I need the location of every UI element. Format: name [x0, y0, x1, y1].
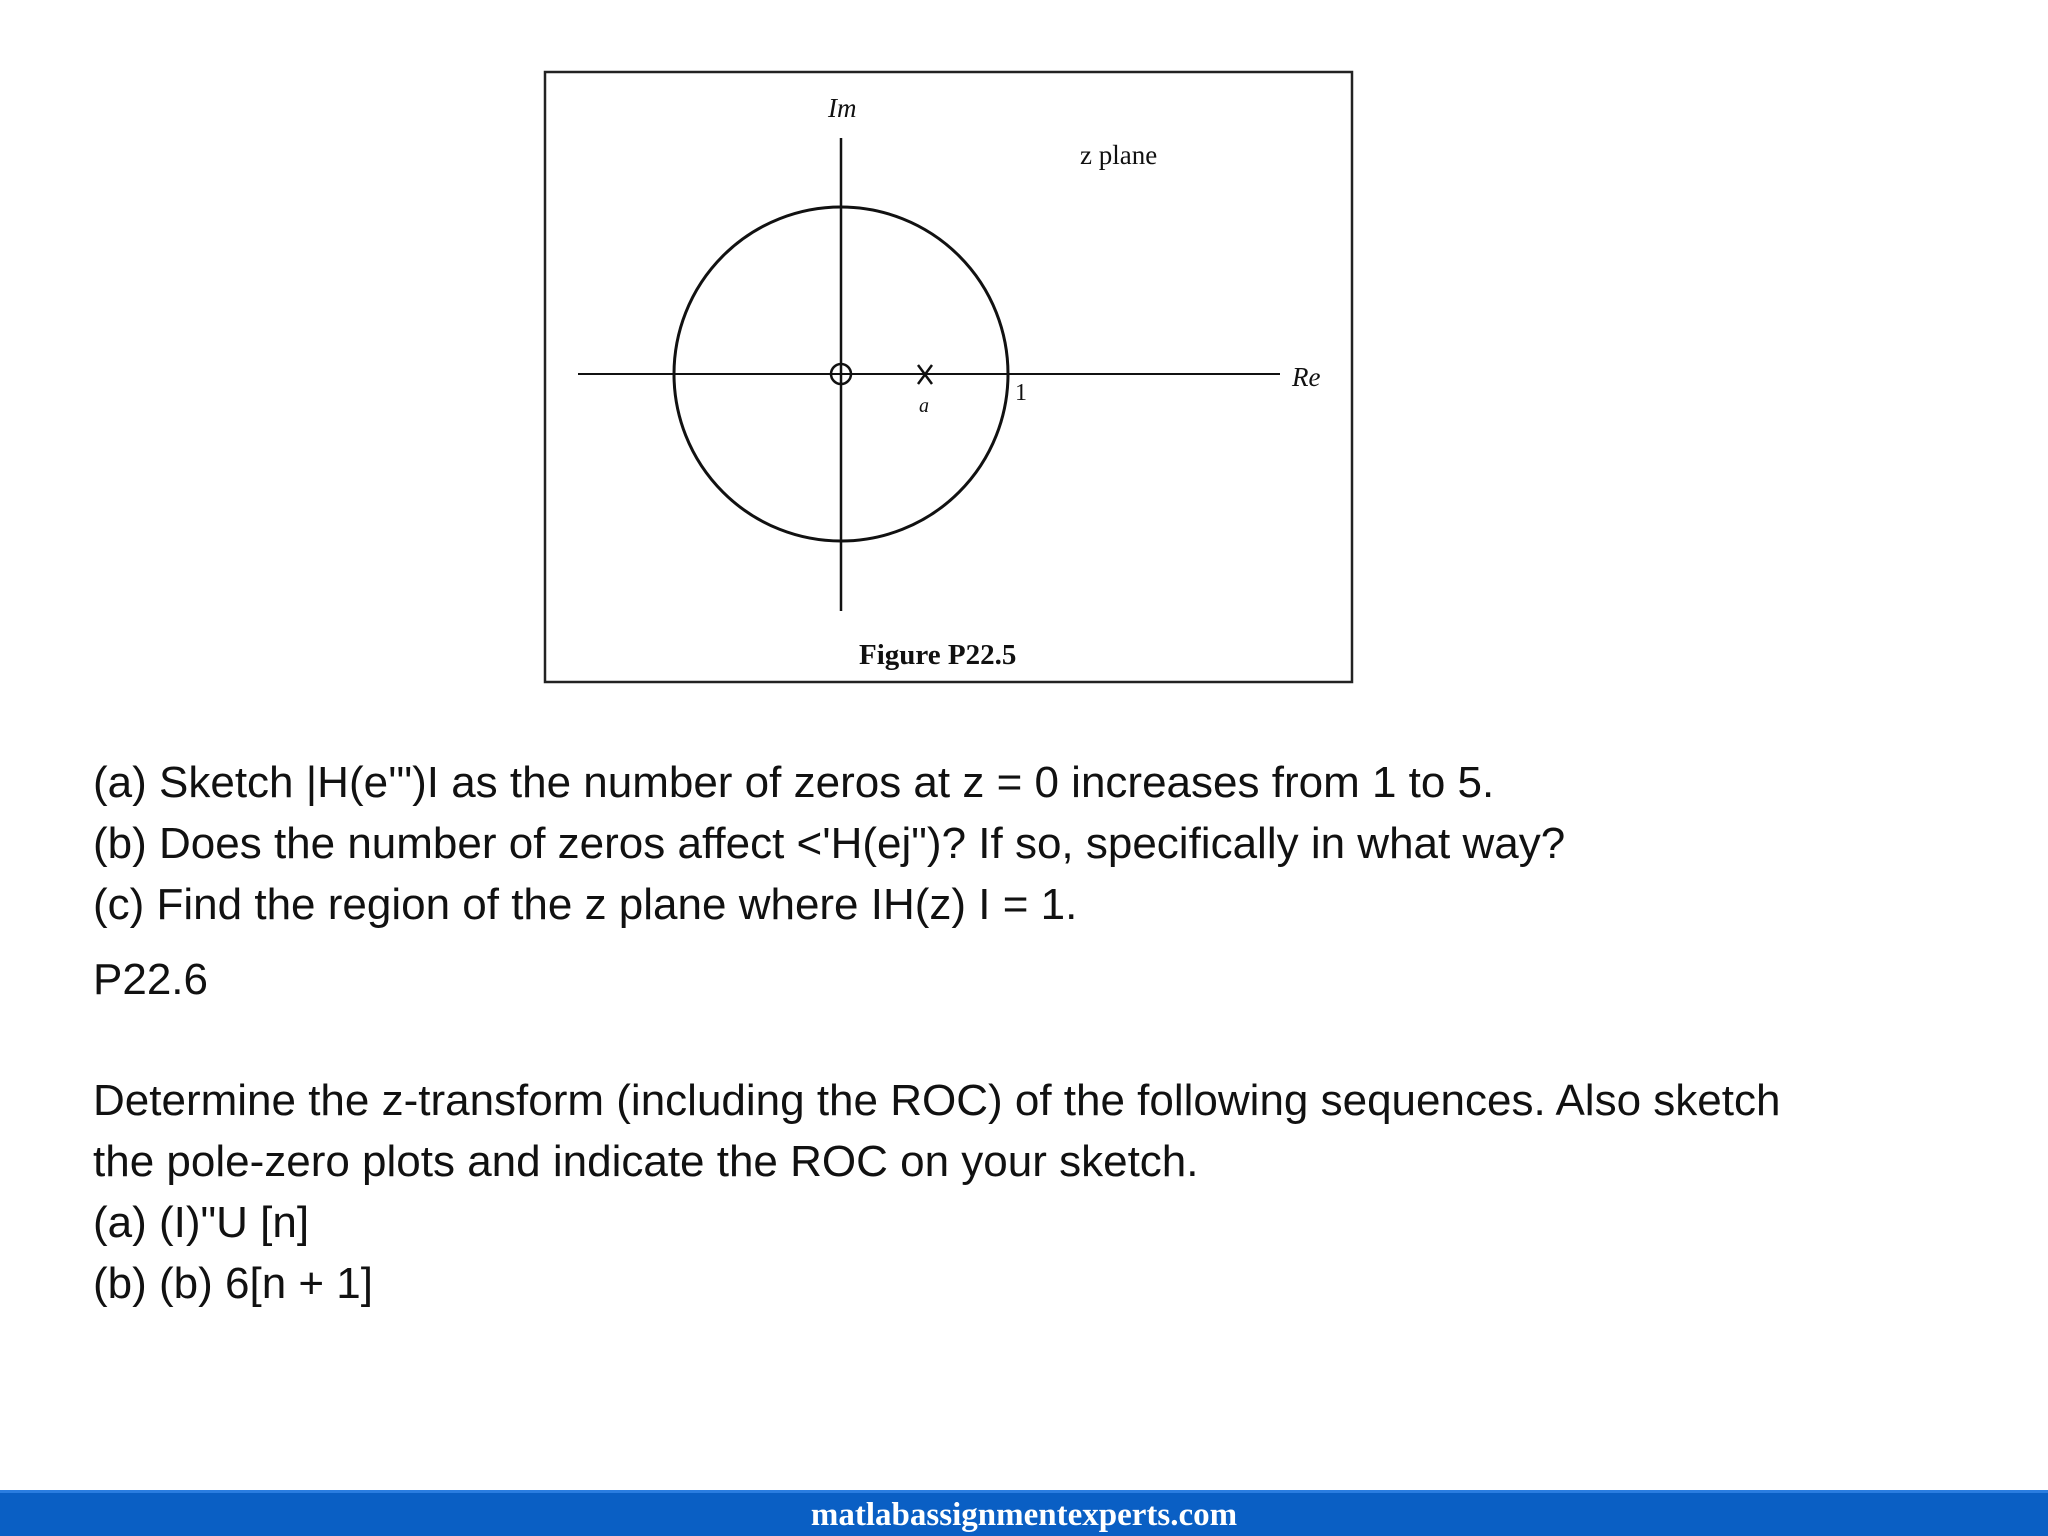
problem-item-b: (b) (b) 6[n + 1] — [93, 1259, 374, 1308]
figure-caption: Figure P22.5 — [859, 639, 1017, 671]
pole-label-a: a — [919, 395, 929, 417]
problem-text — [93, 752, 1993, 1314]
z-plane-diagram — [543, 70, 1354, 684]
problem-intro-line-1: Determine the z-transform (including the ROC) of the following sequences. Also sketch — [93, 1076, 1781, 1125]
im-axis-label: Im — [828, 93, 857, 123]
question-b: (b) Does the number of zeros affect <'H(ej")? If so, specifically in what way? — [93, 819, 1566, 868]
z-plane-label: z plane — [1080, 140, 1158, 170]
question-a: (a) Sketch |H(e'")I as the number of zeros at z = 0 increases from 1 to 5. — [93, 758, 1495, 807]
problem-number: P22.6 — [93, 955, 208, 1004]
footer-bar — [0, 1490, 2048, 1536]
problem-item-a: (a) (I)"U [n] — [93, 1198, 310, 1247]
re-axis-label: Re — [1292, 362, 1321, 392]
question-c: (c) Find the region of the z plane where IH(z) I = 1. — [93, 880, 1078, 929]
footer-site-name: matlabassignmentexperts.com — [810, 1497, 1238, 1533]
figure-border — [545, 72, 1352, 682]
figure-p22-5 — [543, 70, 1354, 684]
unit-label: 1 — [1015, 380, 1027, 406]
problem-intro-line-2: the pole-zero plots and indicate the ROC on your sketch. — [93, 1137, 1199, 1186]
